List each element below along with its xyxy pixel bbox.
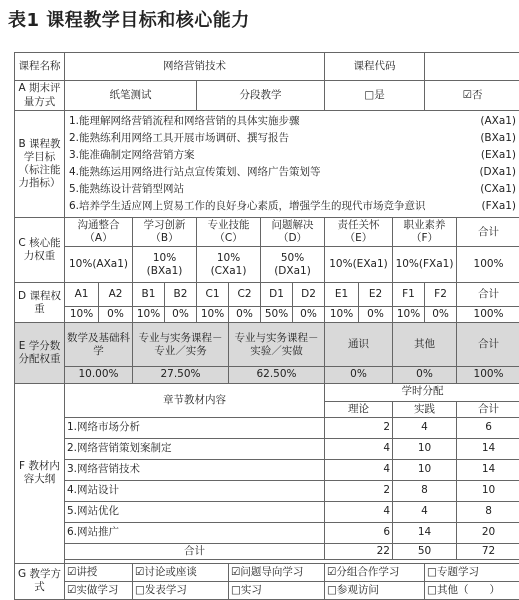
weight-value: 0% [99,307,133,323]
credit-value: 27.50% [133,367,229,383]
weight-header: F1 [393,283,425,307]
core-value: 10%(EXa1) [325,247,393,283]
weight-value: 10% [65,307,99,323]
method-checkbox[interactable]: □专题学习 [425,563,519,581]
credit-header-total: 合计 [457,323,519,367]
course-name-row [15,53,519,81]
core-value-row [15,247,519,283]
chapter-practice: 8 [393,480,457,501]
objective-item: 3.能准确制定网络营销方案 (EXa1) [69,149,517,161]
core-value: 10%(FXa1) [393,247,457,283]
chapter-theory: 2 [325,417,393,438]
assessment-label: A 期末评量方式 [15,81,65,111]
hours-total-header: 合计 [457,401,519,417]
chapter-row [15,480,519,501]
core-header-row [15,218,519,247]
core-label: C 核心能力权重 [15,218,65,283]
chapter-total: 6 [457,417,519,438]
chapter-name: 2.网络营销策划案制定 [65,438,325,459]
credit-header: 专业与实务课程－专业／实务 [133,323,229,367]
weight-value: 10% [393,307,425,323]
outline-header-row [15,383,519,401]
credit-header: 其他 [393,323,457,367]
assessment-row [15,81,519,111]
objectives-row [15,111,519,218]
assessment-no-checkbox[interactable]: ☑否 [425,81,519,111]
method-checkbox[interactable]: ☑问题导向学习 [229,563,325,581]
methods-row [15,581,519,599]
weight-value: 0% [165,307,197,323]
chapter-theory: 4 [325,459,393,480]
credit-value: 0% [325,367,393,383]
weight-header: B1 [133,283,165,307]
chapter-total: 8 [457,501,519,522]
outline-sum-row [15,543,519,559]
credit-header: 专业与实务课程－实验／实做 [229,323,325,367]
practice-header: 实践 [393,401,457,417]
method-checkbox[interactable]: ☑实做学习 [65,581,133,599]
chapter-name: 4.网站设计 [65,480,325,501]
weight-header: A1 [65,283,99,307]
credit-value: 0% [393,367,457,383]
table-title: 表1 课程教学目标和核心能力 [8,10,250,31]
chapter-practice: 10 [393,459,457,480]
core-header: 问题解决（D） [261,218,325,247]
assessment-yes-checkbox[interactable]: □是 [325,81,425,111]
chapter-name: 5.网站优化 [65,501,325,522]
chapter-total: 10 [457,480,519,501]
credit-value: 10.00% [65,367,133,383]
credit-header-row [15,323,519,367]
weight-value: 0% [293,307,325,323]
hours-header: 学时分配 [325,383,519,401]
credit-value-row [15,367,519,383]
core-value-total: 100% [457,247,519,283]
method-checkbox[interactable]: □其他（ ） [425,581,519,599]
weight-header: C1 [197,283,229,307]
objectives-list [65,111,519,218]
methods-label: G 教学方式 [15,563,65,599]
core-header: 职业素养（F） [393,218,457,247]
course-table [14,52,519,600]
weight-header: D1 [261,283,293,307]
course-name-value: 网络营销技术 [65,53,325,81]
weight-value: 0% [359,307,393,323]
weight-label: D 课程权重 [15,283,65,323]
objective-item: 6.培养学生适应网上贸易工作的良好身心素质，增强学生的现代市场竞争意识 (FXa1) [69,200,517,212]
chapter-total: 14 [457,459,519,480]
objectives-label: B 课程教学目标（标注能力指标） [15,111,65,218]
chapter-theory: 2 [325,480,393,501]
outline-label: F 教材内容大纲 [15,383,65,563]
weight-header-total: 合计 [457,283,519,307]
weight-header: E1 [325,283,359,307]
weight-header: D2 [293,283,325,307]
methods-row [15,563,519,581]
objective-item: 2.能熟练利用网络工具开展市场调研、撰写报告 (BXa1) [69,132,517,144]
chapter-total: 20 [457,522,519,543]
weight-value: 50% [261,307,293,323]
chapter-total: 14 [457,438,519,459]
objective-item: 1.能理解网络营销流程和网络营销的具体实施步骤 (AXa1) [69,115,517,127]
chapter-theory: 4 [325,438,393,459]
assessment-method-staged: 分段教学 [197,81,325,111]
core-value: 10%(BXa1) [133,247,197,283]
core-header: 责任关怀（E） [325,218,393,247]
core-header: 沟通整合（A） [65,218,133,247]
chapter-row [15,522,519,543]
credit-value-total: 100% [457,367,519,383]
credit-label: E 学分数分配权重 [15,323,65,383]
chapter-name: 1.网络市场分析 [65,417,325,438]
outline-sum-practice: 50 [393,543,457,559]
chapter-row [15,501,519,522]
chapter-row [15,417,519,438]
method-checkbox[interactable]: ☑分组合作学习 [325,563,425,581]
chapter-row [15,438,519,459]
core-header-total: 合计 [457,218,519,247]
weight-header: F2 [425,283,457,307]
course-code-value [425,53,519,81]
weight-value: 10% [325,307,359,323]
chapter-name: 3.网络营销技术 [65,459,325,480]
weight-value: 0% [425,307,457,323]
weight-header: C2 [229,283,261,307]
outline-sum-label: 合计 [65,543,325,559]
core-value: 10%(CXa1) [197,247,261,283]
weight-value: 10% [197,307,229,323]
core-header: 学习创新（B） [133,218,197,247]
weight-header: A2 [99,283,133,307]
method-checkbox[interactable]: ☑讨论或座谈 [133,563,229,581]
weight-header: B2 [165,283,197,307]
chapter-practice: 4 [393,417,457,438]
core-value: 10%(AXa1) [65,247,133,283]
weight-header: E2 [359,283,393,307]
outline-sum-total: 72 [457,543,519,559]
chapter-theory: 4 [325,501,393,522]
weight-value-row [15,307,519,323]
credit-header: 通识 [325,323,393,367]
weight-value: 0% [229,307,261,323]
chapter-practice: 4 [393,501,457,522]
weight-value: 10% [133,307,165,323]
assessment-method-written: 纸笔测试 [65,81,197,111]
chapter-row [15,459,519,480]
chapter-practice: 14 [393,522,457,543]
chapter-practice: 10 [393,438,457,459]
core-value: 50%(DXa1) [261,247,325,283]
credit-header: 数学及基础科学 [65,323,133,367]
weight-header-row [15,283,519,307]
core-header: 专业技能（C） [197,218,261,247]
outline-sum-theory: 22 [325,543,393,559]
course-name-label: 课程名称 [15,53,65,81]
method-checkbox[interactable]: □发表学习 [133,581,229,599]
chapter-header: 章节教材内容 [65,383,325,417]
chapter-name: 6.网站推广 [65,522,325,543]
method-checkbox[interactable]: ☑讲授 [65,563,133,581]
method-checkbox[interactable]: □实习 [229,581,325,599]
objective-item: 4.能熟练运用网络进行站点宣传策划、网络广告策划等 (DXa1) [69,166,517,178]
weight-value-total: 100% [457,307,519,323]
method-checkbox[interactable]: □参观访问 [325,581,425,599]
objective-item: 5.能熟练设计营销型网站 (CXa1) [69,183,517,195]
credit-value: 62.50% [229,367,325,383]
theory-header: 理论 [325,401,393,417]
chapter-theory: 6 [325,522,393,543]
course-code-label: 课程代码 [325,53,425,81]
